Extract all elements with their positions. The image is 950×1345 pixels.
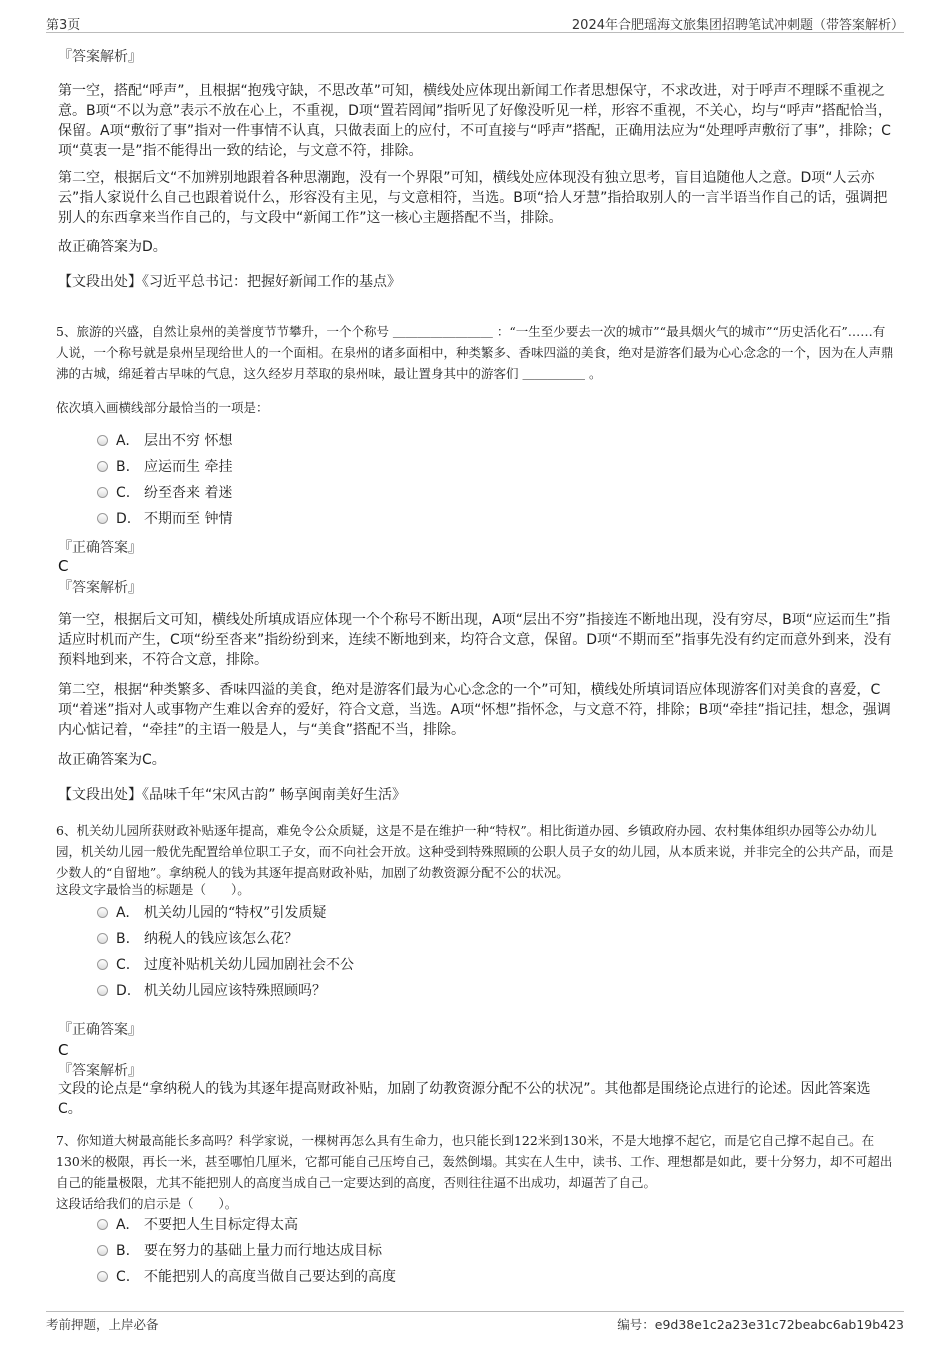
page-number: 第3页 [46, 18, 81, 33]
radio-icon[interactable] [97, 487, 108, 498]
option-b[interactable]: B. 要在努力的基础上量力而行地达成目标 [97, 1240, 382, 1262]
radio-icon[interactable] [97, 1271, 108, 1282]
footer-slogan: 考前押题，上岸必备 [46, 1317, 159, 1332]
correct-answer-label: 『正确答案』 [58, 1022, 142, 1038]
question-prompt: 这段话给我们的启示是（ ）。 [56, 1196, 238, 1211]
analysis-paragraph: 第二空，根据“种类繁多、香味四溢的美食，绝对是游客们最为心心念念的一个”可知，横线处所填词语应体现游客们对美食的喜爱，C项“着迷”指对人或事物产生难以舍弃的爱好，符合文意，当选。A项“怀想”指怀念，与文意不符，排除；B项“牵挂”指记挂，想念，强调内心惦记着，“牵挂”的主语一般是人，与“美食”搭配不当，排除。 [58, 682, 891, 738]
analysis-paragraph: 第二空，根据后文“不加辨别地跟着各种思潮跑，没有一个界限”可知，横线处应体现没有独立思考，盲目追随他人之意。D项“人云亦云”指人家说什么自己也跟着说什么，形容没有主见，与文意相符，当选。B项“拾人牙慧”指拾取别人的一言半语当作自己的话，强调把别人的东西拿来当作自己的，与文段中“新闻工作”这一核心主题搭配不当，排除。 [58, 170, 888, 226]
analysis-label: 『答案解析』 [58, 49, 142, 65]
document-code [617, 1315, 904, 1333]
option-d[interactable]: D. 机关幼儿园应该特殊照顾吗？ [97, 980, 326, 1002]
correct-answer-label: 『正确答案』 [58, 540, 142, 556]
option-b[interactable]: B. 应运而生 牵挂 [97, 456, 232, 478]
radio-icon[interactable] [97, 1245, 108, 1256]
correct-answer: C [58, 557, 69, 575]
page-header [46, 12, 904, 33]
correct-answer: C [58, 1041, 69, 1059]
code-value: e9d38e1c2a23e31c72beabc6ab19b423 [654, 1317, 904, 1332]
question-stem: 7、你知道大树最高能长多高吗？科学家说，一棵树再怎么具有生命力，也只能长到122米到130米，不是大地撑不起它，而是它自己撑不起自己。在130米的极限，再长一米，甚至哪怕几厘米，它都可能自己压垮自己，轰然倒塌。其实在人生中，读书、工作、理想都是如此，要十分努力，却不可超出自己的能量极限，尤其不能把别人的高度当成自己一定要达到的高度，否则往往逼不出成功，却逼苦了自己。 [56, 1133, 893, 1190]
option-a[interactable]: A. 机关幼儿园的“特权”引发质疑 [97, 902, 326, 924]
question-stem: 6、机关幼儿园所获财政补贴逐年提高，难免令公众质疑，这是不是在维护一种“特权”。相比街道办园、乡镇政府办园、农村集体组织办园等公办幼儿园，机关幼儿园一般优先配置给单位职工子女，而不向社会开放。这种受到特殊照顾的公职人员子女的幼儿园，从本质来说，并非完全的公共产品，而是少数人的“自留地”。拿纳税人的钱为其逐年提高财政补贴，加剧了幼教资源分配不公的状况。 [56, 823, 894, 880]
radio-icon[interactable] [97, 933, 108, 944]
option-a[interactable]: A. 不要把人生目标定得太高 [97, 1214, 298, 1236]
conclusion: 故正确答案为C。 [58, 752, 166, 768]
analysis-label: 『答案解析』 [58, 580, 142, 596]
analysis-paragraph: 第一空，根据后文可知，横线处所填成语应体现一个个称号不断出现，A项“层出不穷”指接连不断地出现，没有穷尽，B项“应运而生”指适应时机而产生，C项“纷至沓来”指纷纷到来，连续不断地到来，均符合文意，保留。D项“不期而至”指事先没有约定而意外到来，没有预料地到来，不符合文意，排除。 [58, 612, 892, 668]
option-d[interactable]: D. 不期而至 钟情 [97, 508, 232, 530]
page-footer [46, 1311, 904, 1334]
option-c[interactable]: C. 过度补贴机关幼儿园加剧社会不公 [97, 954, 354, 976]
radio-icon[interactable] [97, 435, 108, 446]
conclusion: 故正确答案为D。 [58, 239, 167, 255]
option-b[interactable]: B. 纳税人的钱应该怎么花？ [97, 928, 298, 950]
analysis-paragraph: 文段的论点是“拿纳税人的钱为其逐年提高财政补贴，加剧了幼教资源分配不公的状况”。其他都是围绕论点进行的论述。因此答案选C。 [58, 1081, 871, 1117]
question-stem: 5、旅游的兴盛，自然让泉州的美誉度节节攀升，一个个称号 ＿＿＿＿＿＿＿＿ ：“一生至少要去一次的城市”“最具烟火气的城市”“历史活化石”……有人说，一个称号就是泉州呈现给世人的一个面相。在泉州的诸多面相中，种类繁多、香味四溢的美食，绝对是游客们最为心心念念的一个，因为在人声鼎沸的古城，绵延着古早味的气息，这久经岁月萃取的泉州味，最让置身其中的游客们 ＿＿＿＿＿ 。 [56, 324, 894, 381]
code-label: 编号： [617, 1317, 655, 1332]
question-prompt: 这段文字最恰当的标题是（ ）。 [56, 882, 250, 897]
radio-icon[interactable] [97, 959, 108, 970]
source-citation: 【文段出处】《品味千年“宋风古韵” 畅享闽南美好生活》 [58, 787, 406, 803]
radio-icon[interactable] [97, 985, 108, 996]
document-title: 2024年合肥瑶海文旅集团招聘笔试冲刺题（带答案解析） [571, 18, 904, 33]
radio-icon[interactable] [97, 513, 108, 524]
radio-icon[interactable] [97, 907, 108, 918]
analysis-paragraph: 第一空，搭配“呼声”，且根据“抱残守缺，不思改革”可知，横线处应体现出新闻工作者思想保守，不求改进，对于呼声不理睬不重视之意。B项“不以为意”表示不放在心上，不重视，D项“置若罔闻”指听见了好像没听见一样，形容不重视，不关心，均与“呼声”搭配恰当，保留。A项“敷衍了事”指对一件事情不认真，只做表面上的应付，不可直接与“呼声”搭配，正确用法应为“处理呼声敷衍了事”，排除；C项“莫衷一是”指不能得出一致的结论，与文意不符，排除。 [58, 83, 892, 159]
option-a[interactable]: A. 层出不穷 怀想 [97, 430, 232, 452]
analysis-label: 『答案解析』 [58, 1063, 142, 1079]
option-c[interactable]: C. 纷至沓来 着迷 [97, 482, 232, 504]
option-c[interactable]: C. 不能把别人的高度当做自己要达到的高度 [97, 1266, 396, 1288]
radio-icon[interactable] [97, 461, 108, 472]
source-citation: 【文段出处】《习近平总书记：把握好新闻工作的基点》 [58, 274, 401, 290]
radio-icon[interactable] [97, 1219, 108, 1230]
question-prompt: 依次填入画横线部分最恰当的一项是： [56, 400, 269, 415]
